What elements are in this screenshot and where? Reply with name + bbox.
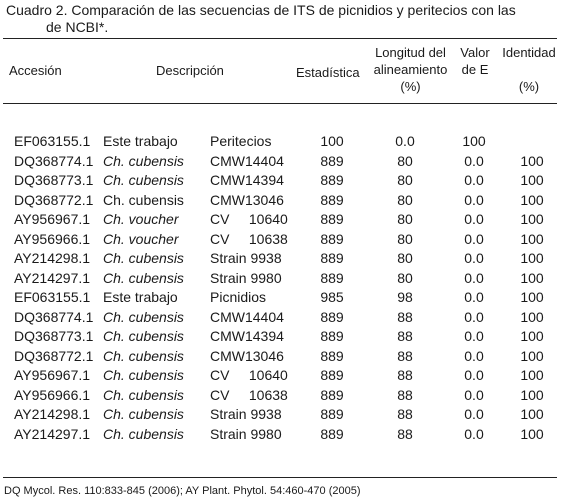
header-identidad-line-2: (%): [518, 79, 540, 94]
header-estadistica: Estadística: [296, 65, 360, 80]
identidad-cell: 100: [520, 347, 544, 364]
description-source-cell: Ch. cubensis: [103, 328, 184, 344]
top-rule: [3, 38, 557, 39]
accession-cell: EF063155.1: [14, 289, 91, 305]
identidad-cell: 100: [520, 172, 544, 188]
description-detail-cell: CMW13046: [210, 347, 284, 364]
accession-cell: AY956967.1: [14, 367, 91, 383]
table-row: [0, 133, 561, 152]
valor-e-cell: 0.0: [464, 425, 484, 442]
description-source-cell: Ch. cubensis: [103, 250, 184, 266]
description-detail-cell: CV 10640: [210, 211, 288, 227]
table-row: [0, 426, 561, 445]
accession-cell: AY214297.1: [14, 425, 91, 442]
identidad-cell: 100: [520, 367, 544, 383]
valor-e-cell: 0.0: [464, 172, 484, 188]
header-longitud: [368, 44, 453, 95]
table-row: [0, 172, 561, 191]
valor-e-cell: 0.0: [464, 269, 484, 286]
valor-e-cell: 0.0: [464, 406, 484, 422]
header-rule: [3, 103, 557, 104]
longitud-cell: 88: [397, 425, 413, 442]
identidad-cell: 100: [520, 230, 544, 247]
estadistica-cell: 100: [320, 133, 344, 149]
estadistica-cell: 889: [320, 425, 344, 442]
estadistica-cell: 985: [320, 289, 344, 305]
table-row: [0, 289, 561, 308]
identidad-cell: 100: [520, 328, 544, 344]
estadistica-cell: 889: [320, 250, 344, 266]
estadistica-cell: 889: [320, 367, 344, 383]
accession-cell: AY214298.1: [14, 406, 91, 422]
table-row: [0, 348, 561, 367]
valor-e-cell: 0.0: [464, 289, 484, 305]
estadistica-cell: 889: [320, 386, 344, 403]
description-detail-cell: Strain 9980: [210, 269, 282, 286]
description-detail-cell: CMW14404: [210, 308, 284, 325]
longitud-cell: 80: [397, 269, 413, 286]
description-detail-cell: Strain 9938: [210, 250, 282, 266]
description-source-cell: Ch. cubensis: [103, 172, 184, 188]
description-source-cell: Ch. cubensis: [103, 386, 184, 403]
description-source-cell: Ch. cubensis: [103, 367, 184, 383]
accession-cell: DQ368772.1: [14, 191, 94, 208]
longitud-cell: 80: [397, 250, 413, 266]
valor-e-cell: 0.0: [464, 347, 484, 364]
table-row: [0, 270, 561, 289]
header-longitud-line-3: (%): [400, 79, 421, 94]
estadistica-cell: 889: [320, 211, 344, 227]
header-descripcion: Descripción: [156, 63, 224, 78]
valor-e-cell: 0.0: [464, 211, 484, 227]
identidad-cell: 100: [520, 211, 544, 227]
description-detail-cell: CMW14404: [210, 152, 284, 169]
accession-cell: AY956966.1: [14, 386, 91, 403]
description-source-cell: Este trabajo: [103, 289, 178, 305]
description-source-cell: Ch. cubensis: [103, 269, 184, 286]
table-row: [0, 328, 561, 347]
table-row: [0, 231, 561, 250]
header-identidad-line-1: Identidad: [502, 45, 556, 60]
identidad-cell: 100: [520, 269, 544, 286]
valor-e-cell: 0.0: [464, 367, 484, 383]
accession-cell: DQ368773.1: [14, 172, 94, 188]
longitud-cell: 88: [397, 386, 413, 403]
longitud-cell: 80: [397, 211, 413, 227]
estadistica-cell: 889: [320, 308, 344, 325]
accession-cell: DQ368773.1: [14, 328, 94, 344]
description-detail-cell: CMW14394: [210, 172, 284, 188]
identidad-cell: 100: [520, 289, 544, 305]
accession-cell: AY956966.1: [14, 230, 91, 247]
accession-cell: AY956967.1: [14, 211, 91, 227]
table-caption: [6, 2, 516, 36]
description-source-cell: Ch. voucher: [103, 230, 179, 247]
description-source-cell: Ch. cubensis: [103, 308, 184, 325]
valor-e-cell: 0.0: [464, 230, 484, 247]
table-row: [0, 387, 561, 406]
table-row: [0, 153, 561, 172]
accession-cell: AY214298.1: [14, 250, 91, 266]
valor-e-cell: 0.0: [464, 152, 484, 169]
header-valor: [454, 44, 496, 78]
caption-line-1: Cuadro 2. Comparación de las secuencias de ITS de picnidios y peritecios con las: [6, 2, 516, 18]
header-valor-line-2: de E: [461, 62, 489, 77]
description-detail-cell: CV 10638: [210, 386, 288, 403]
table-row: [0, 406, 561, 425]
description-detail-cell: Strain 9938: [210, 406, 282, 422]
identidad-cell: 100: [520, 425, 544, 442]
identidad-cell: 100: [520, 152, 544, 169]
identidad-cell: 100: [520, 406, 544, 422]
estadistica-cell: 889: [320, 230, 344, 247]
longitud-cell: 88: [397, 328, 413, 344]
table-row: [0, 309, 561, 328]
longitud-cell: 88: [397, 347, 413, 364]
footnote: DQ Mycol. Res. 110:833-845 (2006); AY Plant. Phytol. 54:460-470 (2005): [4, 485, 361, 497]
header-longitud-line-2: alineamiento: [373, 62, 448, 77]
table-row: [0, 250, 561, 269]
description-source-cell: Este trabajo: [103, 133, 178, 149]
description-detail-cell: CV 10638: [210, 230, 288, 247]
longitud-cell: 88: [397, 406, 413, 422]
bottom-rule: [3, 477, 557, 478]
valor-e-cell: 0.0: [464, 191, 484, 208]
description-source-cell: Ch. cubensis: [103, 191, 184, 208]
longitud-cell: 0.0: [395, 133, 415, 149]
estadistica-cell: 889: [320, 152, 344, 169]
description-source-cell: Ch. cubensis: [103, 347, 184, 364]
accession-cell: DQ368772.1: [14, 347, 94, 364]
description-source-cell: Ch. cubensis: [103, 425, 184, 442]
description-source-cell: Ch. cubensis: [103, 152, 184, 169]
estadistica-cell: 889: [320, 328, 344, 344]
identidad-cell: 100: [520, 308, 544, 325]
accession-cell: DQ368774.1: [14, 152, 94, 169]
valor-e-cell: 0.0: [464, 250, 484, 266]
description-source-cell: Ch. voucher: [103, 211, 179, 227]
estadistica-cell: 889: [320, 191, 344, 208]
accession-cell: AY214297.1: [14, 269, 91, 286]
accession-cell: EF063155.1: [14, 133, 91, 149]
header-identidad: [498, 44, 560, 95]
estadistica-cell: 889: [320, 172, 344, 188]
description-detail-cell: Peritecios: [210, 133, 272, 149]
longitud-cell: 88: [397, 308, 413, 325]
header-longitud-line-1: Longitud del: [375, 45, 446, 60]
table-row: [0, 211, 561, 230]
description-detail-cell: CMW13046: [210, 191, 284, 208]
estadistica-cell: 889: [320, 406, 344, 422]
description-detail-cell: CMW14394: [210, 328, 284, 344]
identidad-cell: 100: [520, 386, 544, 403]
header-accesion: Accesión: [9, 63, 62, 78]
longitud-cell: 80: [397, 191, 413, 208]
accession-cell: DQ368774.1: [14, 308, 94, 325]
description-detail-cell: Strain 9980: [210, 425, 282, 442]
longitud-cell: 88: [397, 367, 413, 383]
table-row: [0, 367, 561, 386]
table-row: [0, 192, 561, 211]
valor-e-cell: 0.0: [464, 328, 484, 344]
valor-e-cell: 100: [462, 133, 486, 149]
estadistica-cell: 889: [320, 347, 344, 364]
longitud-cell: 98: [397, 289, 413, 305]
longitud-cell: 80: [397, 172, 413, 188]
description-detail-cell: Picnidios: [210, 289, 267, 305]
identidad-cell: 100: [520, 191, 544, 208]
valor-e-cell: 0.0: [464, 308, 484, 325]
estadistica-cell: 889: [320, 269, 344, 286]
description-source-cell: Ch. cubensis: [103, 406, 184, 422]
longitud-cell: 80: [397, 152, 413, 169]
valor-e-cell: 0.0: [464, 386, 484, 403]
longitud-cell: 80: [397, 230, 413, 247]
caption-line-2: de NCBI*.: [46, 19, 109, 35]
header-valor-line-1: Valor: [460, 45, 490, 60]
description-detail-cell: CV 10640: [210, 367, 288, 383]
identidad-cell: 100: [520, 250, 544, 266]
